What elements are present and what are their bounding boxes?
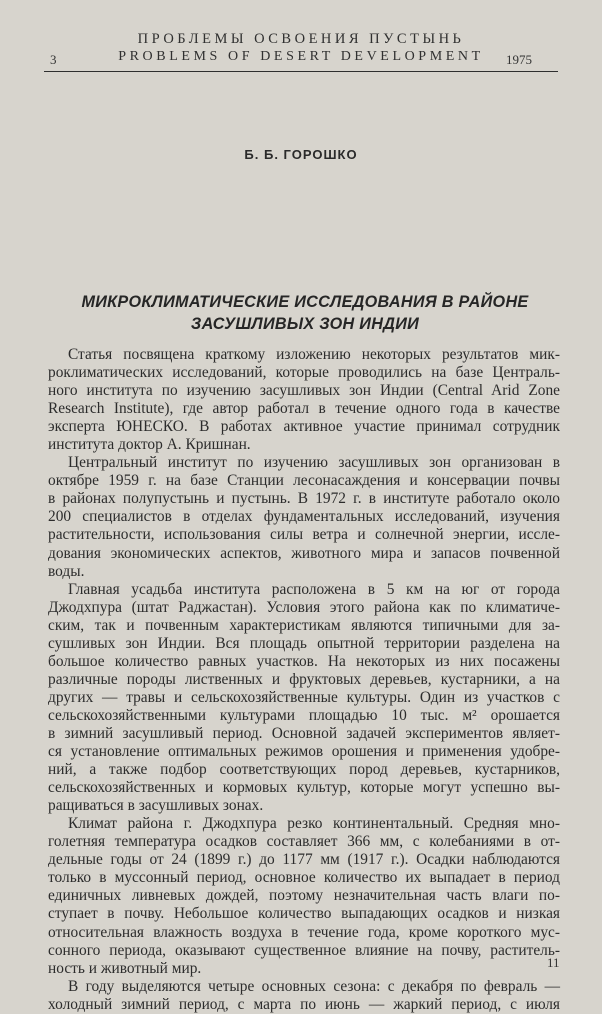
text-line: В году выделяются четыре основных сезона: с декабря по февраль —	[68, 977, 560, 995]
article-author: Б. Б. ГОРОШКО	[244, 147, 358, 162]
text-line: только в муссонный период, основное количество их выпадает в период	[48, 869, 560, 887]
text-line: ность и животный мир.	[48, 959, 202, 977]
journal-title-ru: ПРОБЛЕМЫ ОСВОЕНИЯ ПУСТЫНЬ	[137, 31, 465, 47]
page-number: 11	[547, 955, 560, 970]
text-line: различные породы лиственных и фруктовых деревьев, кустарники, а на	[48, 670, 560, 688]
text-line: Статья посвящена краткому изложению некоторых результатов мик-	[68, 346, 560, 363]
text-line: Центральный институт по изучению засушливых зон организован в	[68, 454, 560, 472]
text-line: сушливых зон Индии. Вся площадь опытной территории разделена на	[48, 634, 560, 652]
text-line: ного института по изучению засушливых зон Индии (Central Arid Zone	[48, 382, 560, 400]
article-title	[50, 291, 560, 335]
text-line: единичных ливневых дождей, поэтому незначительная часть влаги по-	[48, 887, 560, 905]
article-title-line: МИКРОКЛИМАТИЧЕСКИЕ ИССЛЕДОВАНИЯ В РАЙОНЕ	[81, 293, 529, 311]
text-line: в зимний засушливый период. Основной задачей экспериментов являет-	[48, 724, 560, 742]
text-line: Research Institute), где автор работал в течение одного года в качестве	[48, 400, 560, 418]
text-line: растительности, использования силы ветра и солнечной энергии, иссле-	[48, 526, 560, 544]
text-line: голетняя температура осадков составляет 366 мм, с колебаниями в от-	[48, 833, 560, 851]
text-line: сельскохозяйственных и кормовых культур, которые могут успешно вы-	[48, 779, 560, 797]
text-line: октябре 1959 г. на базе Станции лесонасаждения и консервации почвы	[48, 472, 560, 490]
text-line: 200 специалистов в отделах фундаментальных исследований, изучения	[48, 508, 560, 526]
text-line: ращиваться в засушливых зонах.	[48, 797, 264, 815]
text-line: других — травы и сельскохозяйственные культуры. Один из участков с	[48, 688, 560, 706]
text-line: холодный зимний период, с марта по июнь — жаркий период, с июля	[48, 995, 560, 1013]
text-line: эксперта ЮНЕСКО. В работах активное участие принимал сотрудник	[48, 418, 560, 436]
text-line: ским, так и почвенным характеристикам являются типичными для за-	[48, 616, 560, 634]
text-line: ся установление оптимальных режимов орошения и применения удобре-	[48, 743, 560, 761]
text-line: ступает в почву. Небольшое количество выпадающих осадков и низкая	[48, 905, 560, 923]
article-title-line: ЗАСУШЛИВЫХ ЗОН ИНДИИ	[190, 315, 420, 333]
text-line: дельные годы от 24 (1899 г.) до 1177 мм (1917 г.). Осадки наблюдаются	[48, 851, 560, 869]
text-line: в районах полупустынь и пустынь. В 1972 г. в институте работало около	[48, 490, 560, 508]
text-line: сонного периода, оказывают существенное влияние на почву, раститель-	[48, 941, 560, 959]
journal-title-en: PROBLEMS OF DESERT DEVELOPMENT	[118, 49, 484, 64]
text-line: Джодхпура (штат Раджастан). Условия этого района как по климатиче-	[48, 598, 560, 616]
text-line: воды.	[48, 562, 85, 580]
text-line: Климат района г. Джодхпура резко континентальный. Средняя мно-	[68, 815, 560, 833]
issue-number: 3	[50, 52, 57, 67]
text-line: относительная влажность воздуха в течение года, кроме короткого мус-	[48, 923, 560, 941]
text-line: большое количество равных участков. На некоторых из них посажены	[48, 652, 560, 670]
text-line: дования экономических аспектов, животного мира и запасов почвенной	[48, 544, 560, 562]
text-line: института доктор А. Кришнан.	[48, 436, 251, 454]
article-body	[48, 346, 560, 1014]
text-line: сельскохозяйственными культурами площадью 10 тыс. м² орошается	[48, 706, 560, 724]
text-line: роклиматических исследований, которые проводились на базе Централь-	[48, 364, 560, 382]
text-line: ний, а также подбор соответствующих пород деревьев, кустарников,	[48, 761, 560, 779]
journal-year: 1975	[506, 52, 532, 67]
text-line: Главная усадьба института расположена в 5 км на юг от города	[68, 580, 560, 598]
header-rule	[44, 71, 558, 72]
